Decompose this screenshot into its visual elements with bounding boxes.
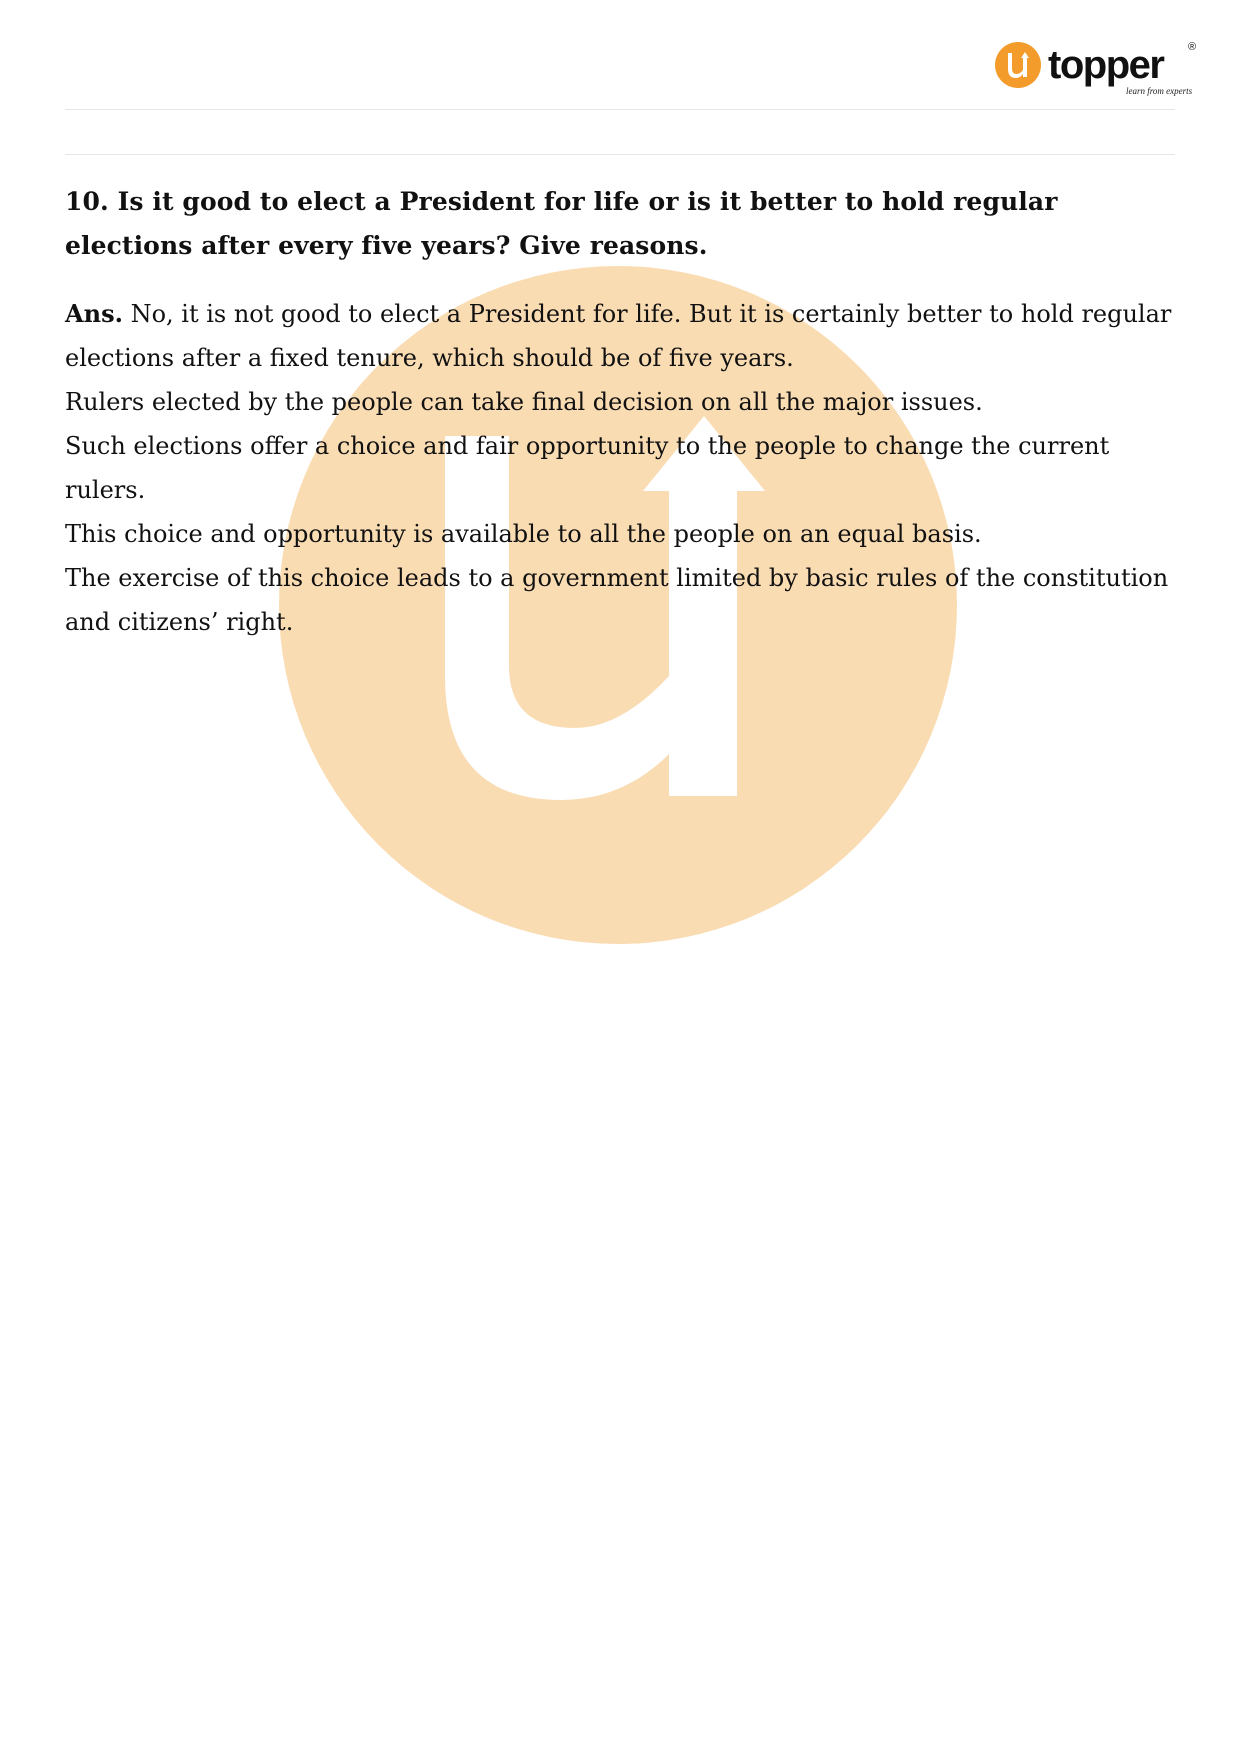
svg-text:®: ® (1188, 41, 1197, 53)
answer-point: Rulers elected by the people can take final decision on all the major issues. (65, 388, 983, 416)
question-text: 10. Is it good to elect a President for life or is it better to hold regular elections after every five years? Give reasons. (65, 187, 1058, 260)
answer-point: Such elections offer a choice and fair opportunity to the people to change the current rulers. (65, 432, 1110, 504)
topper-logo (995, 38, 1195, 100)
content-divider (65, 154, 1175, 155)
question-answer-block (65, 180, 1185, 644)
svg-text:topper: topper (1048, 43, 1164, 87)
svg-text:learn from experts: learn from experts (1126, 86, 1193, 96)
answer-point: The exercise of this choice leads to a government limited by basic rules of the constitution and citizens’ right. (65, 564, 1169, 636)
answer-block (65, 292, 1185, 644)
answer-label: Ans. (65, 299, 123, 328)
answer-lead (65, 292, 1185, 380)
answer-lead-text: No, it is not good to elect a President for life. But it is certainly better to hold regular elections after a fixed tenure, which should be of five years. (65, 300, 1172, 372)
header-divider (65, 109, 1175, 110)
answer-point: This choice and opportunity is available to all the people on an equal basis. (65, 520, 982, 548)
